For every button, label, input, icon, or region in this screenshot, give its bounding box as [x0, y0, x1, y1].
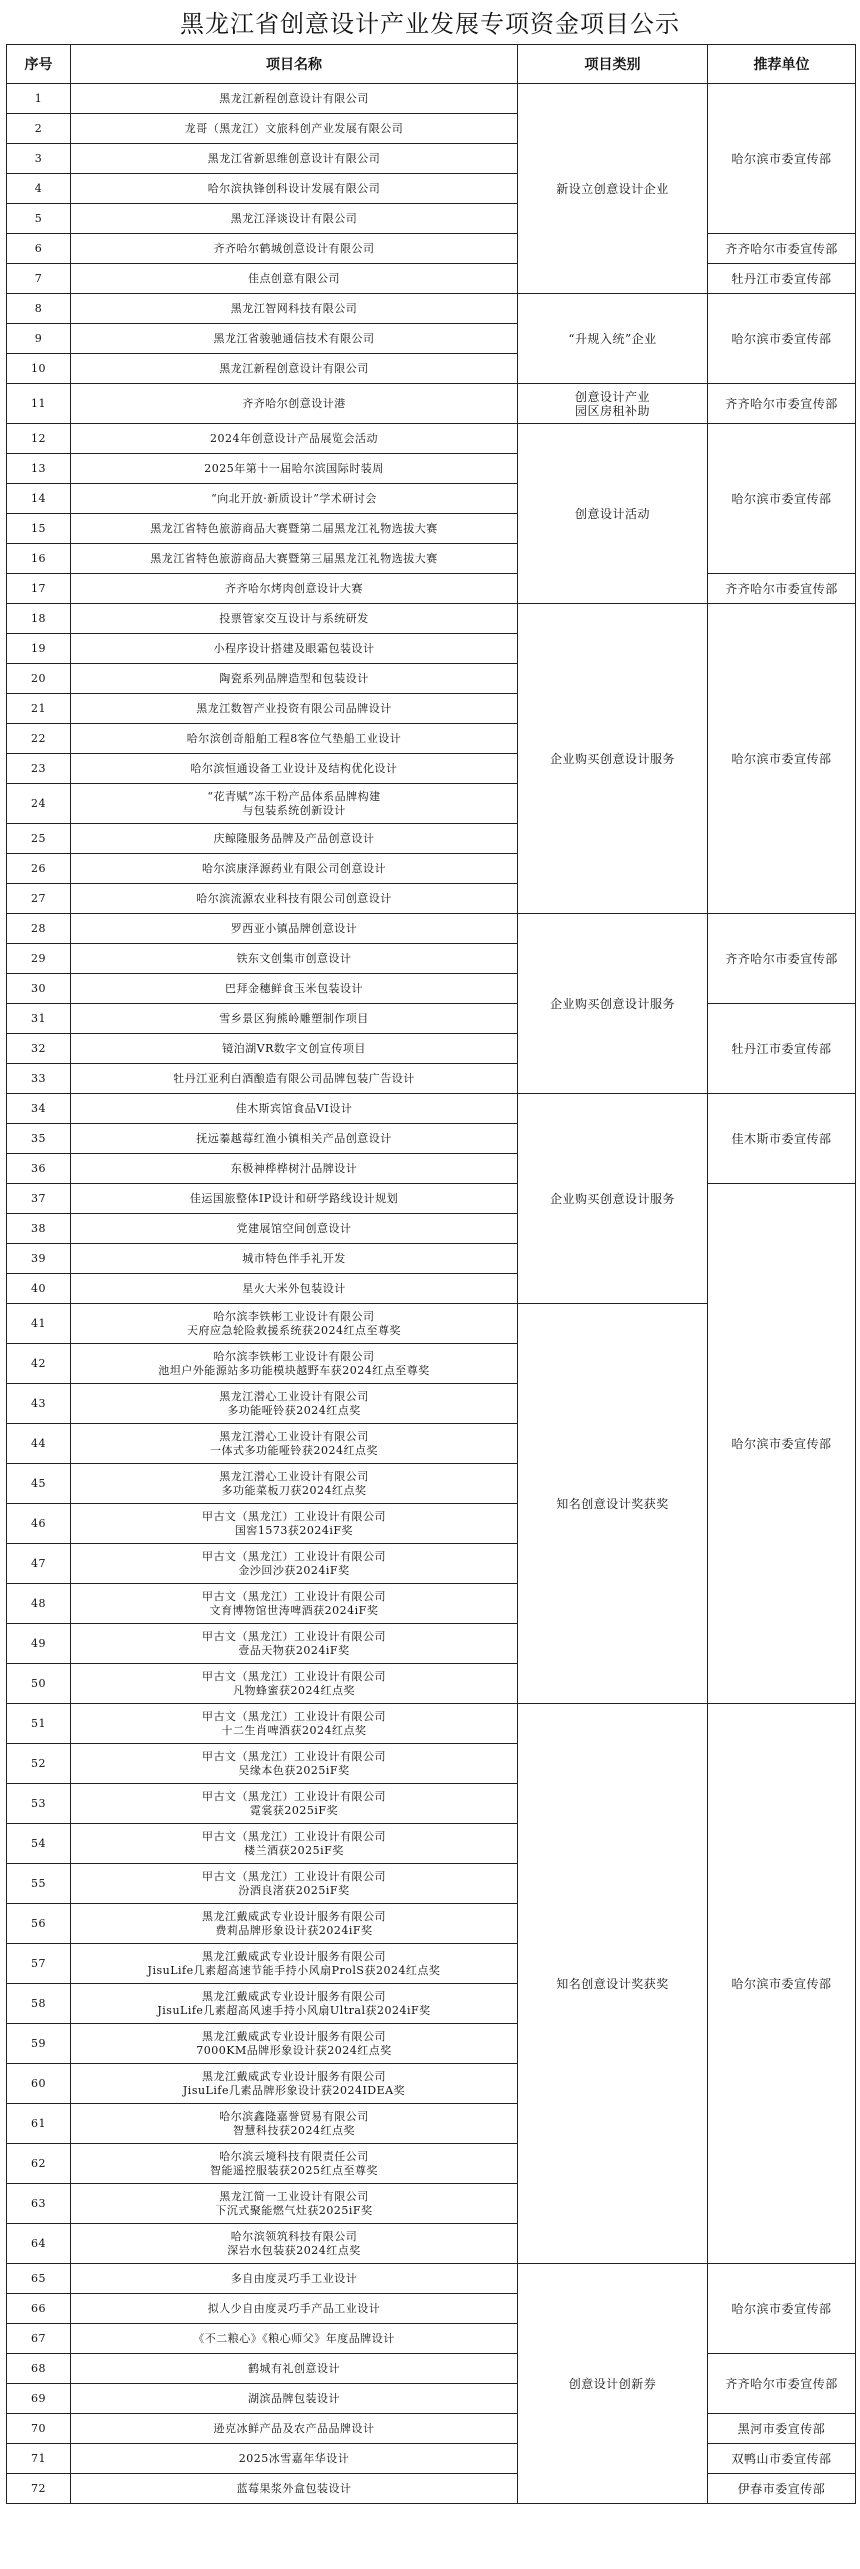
- project-name: 2024年创意设计产品展览会活动: [71, 424, 518, 454]
- project-name: 城市特色伴手礼开发: [71, 1244, 518, 1274]
- row-number: 65: [7, 2264, 71, 2294]
- project-name: 抚远蓁越莓红渔小镇相关产品创意设计: [71, 1124, 518, 1154]
- row-number: 49: [7, 1624, 71, 1664]
- project-name: 黑龙江省骏驰通信技术有限公司: [71, 324, 518, 354]
- row-number: 47: [7, 1544, 71, 1584]
- project-name: 哈尔滨李铁彬工业设计有限公司 池坦户外能源站多功能模块越野车获2024红点至尊奖: [71, 1344, 518, 1384]
- project-name: 黑龙江潜心工业设计有限公司 一体式多功能哑铃获2024红点奖: [71, 1424, 518, 1464]
- project-name: 多自由度灵巧手工业设计: [71, 2264, 518, 2294]
- table-row: [7, 294, 856, 324]
- header-no: 序号: [7, 45, 71, 84]
- recommending-unit: 齐齐哈尔市委宣传部: [708, 384, 856, 424]
- table-row: [7, 1184, 856, 1214]
- table-row: [7, 264, 856, 294]
- row-number: 5: [7, 204, 71, 234]
- project-name: 甲古文（黑龙江）工业设计有限公司 凡物蜂蜜获2024红点奖: [71, 1664, 518, 1704]
- project-name: 黑龙江新程创意设计有限公司: [71, 354, 518, 384]
- recommending-unit: 齐齐哈尔市委宣传部: [708, 2354, 856, 2414]
- row-number: 17: [7, 574, 71, 604]
- row-number: 22: [7, 724, 71, 754]
- row-number: 9: [7, 324, 71, 354]
- row-number: 34: [7, 1094, 71, 1124]
- project-name: 东极神桦桦树汁品牌设计: [71, 1154, 518, 1184]
- recommending-unit: 哈尔滨市委宣传部: [708, 424, 856, 574]
- project-name: 黑龙江潜心工业设计有限公司 多功能哑铃获2024红点奖: [71, 1384, 518, 1424]
- row-number: 26: [7, 854, 71, 884]
- project-name: 黑龙江数智产业投资有限公司品牌设计: [71, 694, 518, 724]
- header-name: 项目名称: [71, 45, 518, 84]
- row-number: 16: [7, 544, 71, 574]
- project-name: 甲古文（黑龙江）工业设计有限公司 汾酒良渚获2025iF奖: [71, 1864, 518, 1904]
- row-number: 60: [7, 2064, 71, 2104]
- row-number: 36: [7, 1154, 71, 1184]
- row-number: 54: [7, 1824, 71, 1864]
- project-name: 黑龙江戴威武专业设计服务有限公司 JisuLife几素超高风速手持小风扇Ultral获2024iF奖: [71, 1984, 518, 2024]
- row-number: 21: [7, 694, 71, 724]
- row-number: 39: [7, 1244, 71, 1274]
- project-name: 雪乡景区狗熊岭雕塑制作项目: [71, 1004, 518, 1034]
- row-number: 67: [7, 2324, 71, 2354]
- project-name: 甲古文（黑龙江）工业设计有限公司 金沙回沙获2024iF奖: [71, 1544, 518, 1584]
- project-name: 佳运国旅整体IP设计和研学路线设计规划: [71, 1184, 518, 1214]
- project-name: 黑龙江戴威武专业设计服务有限公司 JisuLife几素超高速节能手持小风扇ProlS获2024红点奖: [71, 1944, 518, 1984]
- table-row: [7, 574, 856, 604]
- row-number: 46: [7, 1504, 71, 1544]
- project-name: “向北开放·新质设计”学术研讨会: [71, 484, 518, 514]
- project-category: “升规入统”企业: [518, 294, 708, 384]
- row-number: 37: [7, 1184, 71, 1214]
- project-category: 知名创意设计奖获奖: [518, 1304, 708, 1704]
- document-title: 黑龙江省创意设计产业发展专项资金项目公示: [180, 10, 680, 38]
- row-number: 50: [7, 1664, 71, 1704]
- header-unit: 推荐单位: [708, 45, 856, 84]
- row-number: 44: [7, 1424, 71, 1464]
- project-category: 创意设计活动: [518, 424, 708, 604]
- row-number: 51: [7, 1704, 71, 1744]
- project-name: 齐齐哈尔鹤城创意设计有限公司: [71, 234, 518, 264]
- row-number: 40: [7, 1274, 71, 1304]
- project-name: 佳木斯宾馆食品VI设计: [71, 1094, 518, 1124]
- row-number: 6: [7, 234, 71, 264]
- table-row: [7, 234, 856, 264]
- project-name: 甲古文（黑龙江）工业设计有限公司 壹品天物获2024iF奖: [71, 1624, 518, 1664]
- row-number: 61: [7, 2104, 71, 2144]
- project-name: 铁东文创集市创意设计: [71, 944, 518, 974]
- project-category: 创意设计产业 园区房租补助: [518, 384, 708, 424]
- table-row: [7, 914, 856, 944]
- row-number: 70: [7, 2414, 71, 2444]
- header-category: 项目类别: [518, 45, 708, 84]
- table-row: [7, 604, 856, 634]
- recommending-unit: 齐齐哈尔市委宣传部: [708, 234, 856, 264]
- row-number: 7: [7, 264, 71, 294]
- row-number: 52: [7, 1744, 71, 1784]
- project-name: 哈尔滨云境科技有限责任公司 智能遥控服装获2025红点至尊奖: [71, 2144, 518, 2184]
- row-number: 25: [7, 824, 71, 854]
- table-row: [7, 2264, 856, 2294]
- row-number: 63: [7, 2184, 71, 2224]
- table-body: [7, 84, 856, 2504]
- project-name: 哈尔滨流源农业科技有限公司创意设计: [71, 884, 518, 914]
- row-number: 53: [7, 1784, 71, 1824]
- project-name: 罗西亚小镇品牌创意设计: [71, 914, 518, 944]
- project-name: 黑龙江省新思维创意设计有限公司: [71, 144, 518, 174]
- recommending-unit: 哈尔滨市委宣传部: [708, 2264, 856, 2354]
- project-name: “花青赋”冻干粉产品体系品牌构建 与包装系统创新设计: [71, 784, 518, 824]
- project-name: 黑龙江简一工业设计有限公司 下沉式聚能燃气灶获2025iF奖: [71, 2184, 518, 2224]
- row-number: 32: [7, 1034, 71, 1064]
- row-number: 10: [7, 354, 71, 384]
- recommending-unit: 佳木斯市委宣传部: [708, 1094, 856, 1184]
- project-name: 党建展馆空间创意设计: [71, 1214, 518, 1244]
- project-table: [6, 44, 856, 2504]
- table-row: [7, 2414, 856, 2444]
- project-name: 蓝莓果浆外盒包装设计: [71, 2474, 518, 2504]
- recommending-unit: 哈尔滨市委宣传部: [708, 604, 856, 914]
- recommending-unit: 哈尔滨市委宣传部: [708, 294, 856, 384]
- project-name: 哈尔滨执锋创科设计发展有限公司: [71, 174, 518, 204]
- table-row: [7, 2474, 856, 2504]
- row-number: 42: [7, 1344, 71, 1384]
- row-number: 56: [7, 1904, 71, 1944]
- row-number: 43: [7, 1384, 71, 1424]
- project-name: 甲古文（黑龙江）工业设计有限公司 吴缘本色获2025iF奖: [71, 1744, 518, 1784]
- row-number: 3: [7, 144, 71, 174]
- row-number: 23: [7, 754, 71, 784]
- row-number: 33: [7, 1064, 71, 1094]
- table-row: [7, 424, 856, 454]
- project-name: 甲古文（黑龙江）工业设计有限公司 文育博物馆世涛啤酒获2024iF奖: [71, 1584, 518, 1624]
- table-row: [7, 1704, 856, 1744]
- recommending-unit: 黑河市委宣传部: [708, 2414, 856, 2444]
- project-name: 哈尔滨李铁彬工业设计有限公司 天府应急轮险救援系统获2024红点至尊奖: [71, 1304, 518, 1344]
- row-number: 59: [7, 2024, 71, 2064]
- project-name: 黑龙江戴威武专业设计服务有限公司 JisuLife几素品牌形象设计获2024IDEA奖: [71, 2064, 518, 2104]
- row-number: 30: [7, 974, 71, 1004]
- table-row: [7, 1004, 856, 1034]
- project-name: 哈尔滨领筑科技有限公司 深岩水包装获2024红点奖: [71, 2224, 518, 2264]
- project-category: 创意设计创新券: [518, 2264, 708, 2504]
- project-name: 黑龙江省特色旅游商品大赛暨第二届黑龙江礼物选拔大赛: [71, 514, 518, 544]
- recommending-unit: 哈尔滨市委宣传部: [708, 1704, 856, 2264]
- project-name: 黑龙江潜心工业设计有限公司 多功能菜板刀获2024红点奖: [71, 1464, 518, 1504]
- project-name: 镜泊湖VR数字文创宣传项目: [71, 1034, 518, 1064]
- project-name: 黑龙江智网科技有限公司: [71, 294, 518, 324]
- project-name: 星火大米外包装设计: [71, 1274, 518, 1304]
- row-number: 24: [7, 784, 71, 824]
- row-number: 2: [7, 114, 71, 144]
- row-number: 62: [7, 2144, 71, 2184]
- project-name: 湖滨品牌包装设计: [71, 2384, 518, 2414]
- row-number: 1: [7, 84, 71, 114]
- project-name: 哈尔滨鑫隆嘉誉贸易有限公司 智慧科技获2024红点奖: [71, 2104, 518, 2144]
- project-name: 黑龙江省特色旅游商品大赛暨第三届黑龙江礼物选拔大赛: [71, 544, 518, 574]
- project-name: 小程序设计搭建及眼霜包装设计: [71, 634, 518, 664]
- project-name: 巴拜金穗鲜食玉米包装设计: [71, 974, 518, 1004]
- row-number: 58: [7, 1984, 71, 2024]
- recommending-unit: 齐齐哈尔市委宣传部: [708, 574, 856, 604]
- row-number: 48: [7, 1584, 71, 1624]
- row-number: 14: [7, 484, 71, 514]
- project-name: 牡丹江亚利白酒酿造有限公司品牌包装广告设计: [71, 1064, 518, 1094]
- table-row: [7, 84, 856, 114]
- row-number: 57: [7, 1944, 71, 1984]
- row-number: 15: [7, 514, 71, 544]
- row-number: 38: [7, 1214, 71, 1244]
- project-name: 甲古文（黑龙江）工业设计有限公司 十二生肖啤酒获2024红点奖: [71, 1704, 518, 1744]
- project-category: 企业购买创意设计服务: [518, 1094, 708, 1304]
- project-category: 知名创意设计奖获奖: [518, 1704, 708, 2264]
- recommending-unit: 牡丹江市委宣传部: [708, 1004, 856, 1094]
- project-name: 黑龙江戴威武专业设计服务有限公司 7000KM品牌形象设计获2024红点奖: [71, 2024, 518, 2064]
- row-number: 64: [7, 2224, 71, 2264]
- recommending-unit: 哈尔滨市委宣传部: [708, 84, 856, 234]
- row-number: 27: [7, 884, 71, 914]
- project-category: 企业购买创意设计服务: [518, 604, 708, 914]
- project-name: 黑龙江戴威武专业设计服务有限公司 费莉品牌形象设计获2024iF奖: [71, 1904, 518, 1944]
- row-number: 35: [7, 1124, 71, 1154]
- project-name: 甲古文（黑龙江）工业设计有限公司 霓裳获2025iF奖: [71, 1784, 518, 1824]
- row-number: 45: [7, 1464, 71, 1504]
- project-name: 2025年第十一届哈尔滨国际时装周: [71, 454, 518, 484]
- row-number: 31: [7, 1004, 71, 1034]
- recommending-unit: 牡丹江市委宣传部: [708, 264, 856, 294]
- project-name: 甲古文（黑龙江）工业设计有限公司 楼兰酒获2025iF奖: [71, 1824, 518, 1864]
- project-category: 新设立创意设计企业: [518, 84, 708, 294]
- recommending-unit: 齐齐哈尔市委宣传部: [708, 914, 856, 1004]
- row-number: 11: [7, 384, 71, 424]
- table-row: [7, 2354, 856, 2384]
- project-name: 齐齐哈尔烤肉创意设计大赛: [71, 574, 518, 604]
- recommending-unit: 双鸭山市委宣传部: [708, 2444, 856, 2474]
- project-name: 黑龙江泽谈设计有限公司: [71, 204, 518, 234]
- table-header-row: [7, 45, 856, 84]
- project-name: 齐齐哈尔创意设计港: [71, 384, 518, 424]
- row-number: 13: [7, 454, 71, 484]
- row-number: 69: [7, 2384, 71, 2414]
- row-number: 41: [7, 1304, 71, 1344]
- row-number: 68: [7, 2354, 71, 2384]
- project-name: 佳点创意有限公司: [71, 264, 518, 294]
- row-number: 19: [7, 634, 71, 664]
- recommending-unit: 伊春市委宣传部: [708, 2474, 856, 2504]
- project-name: 2025冰雪嘉年华设计: [71, 2444, 518, 2474]
- table-row: [7, 384, 856, 424]
- project-name: 哈尔滨恒通设备工业设计及结构优化设计: [71, 754, 518, 784]
- row-number: 8: [7, 294, 71, 324]
- row-number: 71: [7, 2444, 71, 2474]
- project-name: 《不二粮心》《粮心师父》年度品牌设计: [71, 2324, 518, 2354]
- row-number: 66: [7, 2294, 71, 2324]
- project-name: 哈尔滨创奇船舶工程8客位气垫船工业设计: [71, 724, 518, 754]
- row-number: 28: [7, 914, 71, 944]
- row-number: 55: [7, 1864, 71, 1904]
- project-category: 企业购买创意设计服务: [518, 914, 708, 1094]
- row-number: 4: [7, 174, 71, 204]
- project-name: 甲古文（黑龙江）工业设计有限公司 国窖1573获2024iF奖: [71, 1504, 518, 1544]
- project-name: 陶瓷系列品牌造型和包装设计: [71, 664, 518, 694]
- row-number: 20: [7, 664, 71, 694]
- project-name: 龙哥（黑龙江）文旅科创产业发展有限公司: [71, 114, 518, 144]
- table-row: [7, 2444, 856, 2474]
- row-number: 18: [7, 604, 71, 634]
- project-name: 哈尔滨康泽源药业有限公司创意设计: [71, 854, 518, 884]
- project-name: 鹤城有礼创意设计: [71, 2354, 518, 2384]
- table-row: [7, 1094, 856, 1124]
- project-name: 黑龙江新程创意设计有限公司: [71, 84, 518, 114]
- project-name: 逊克冰鲜产品及农产品品牌设计: [71, 2414, 518, 2444]
- row-number: 12: [7, 424, 71, 454]
- row-number: 72: [7, 2474, 71, 2504]
- row-number: 29: [7, 944, 71, 974]
- project-name: 庆鲸隆服务品牌及产品创意设计: [71, 824, 518, 854]
- recommending-unit: 哈尔滨市委宣传部: [708, 1184, 856, 1704]
- project-name: 投票管家交互设计与系统研发: [71, 604, 518, 634]
- project-name: 拟人少自由度灵巧手产品工业设计: [71, 2294, 518, 2324]
